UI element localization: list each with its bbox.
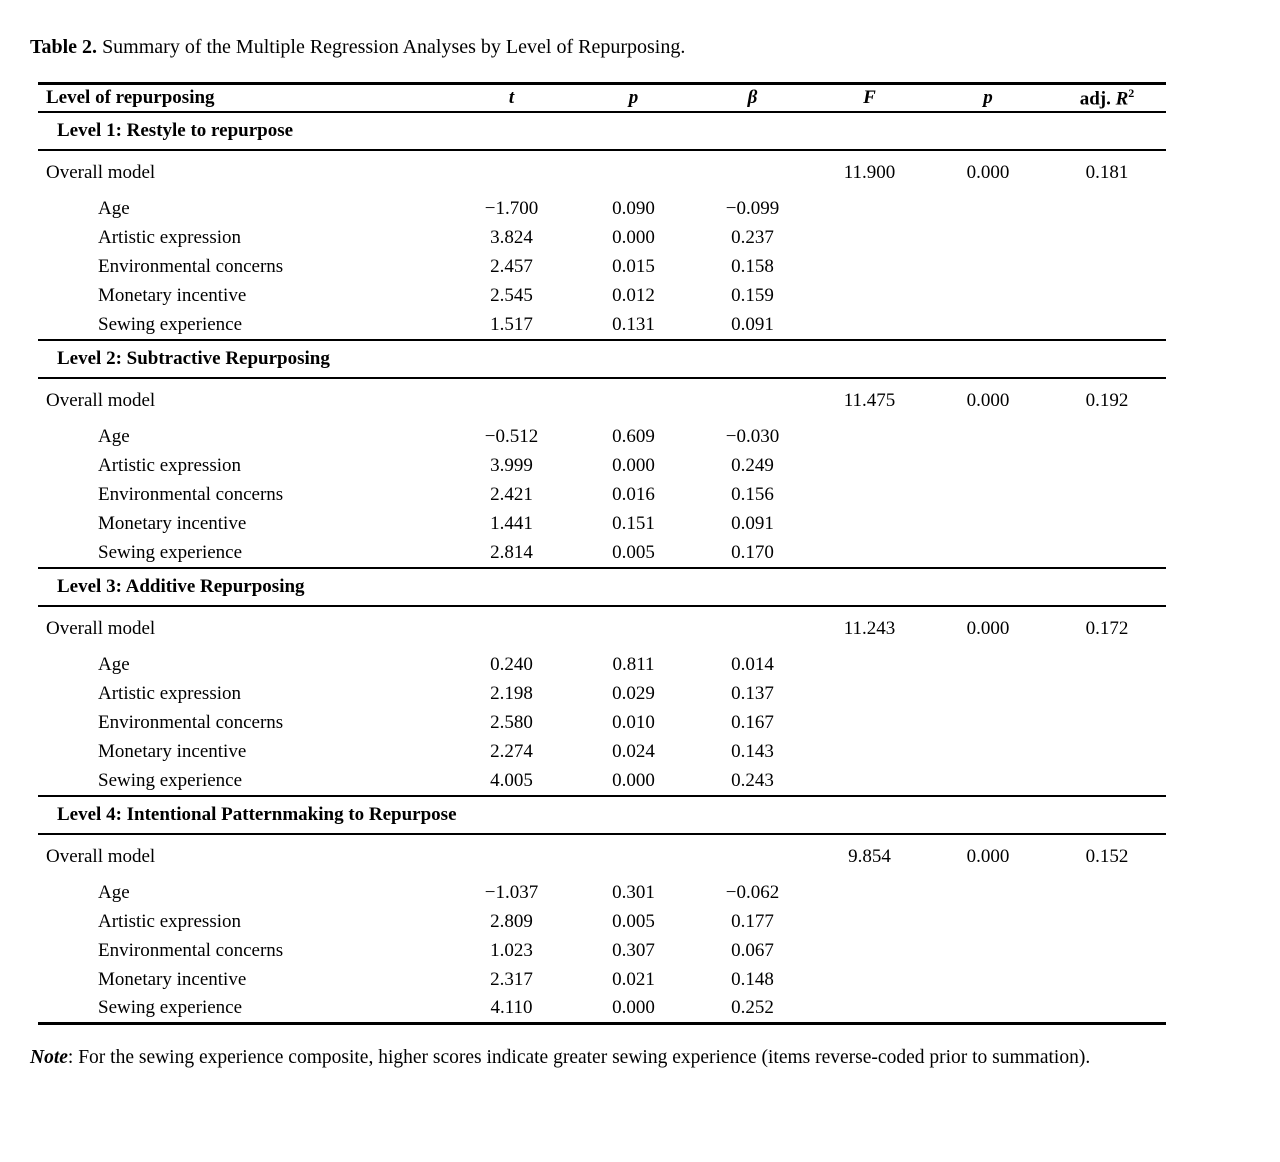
predictor-row — [38, 481, 1166, 510]
t-value: 3.824 — [490, 227, 533, 248]
predictor-label: Monetary incentive — [98, 741, 247, 762]
p-value: 0.301 — [612, 882, 655, 903]
p-value: 0.000 — [966, 845, 1010, 867]
beta-value: 0.158 — [731, 256, 774, 277]
col-header-level: Level of repurposing — [38, 84, 450, 112]
p-value: 0.021 — [612, 969, 655, 990]
table-caption — [30, 34, 1250, 60]
beta-value: 0.137 — [731, 683, 774, 704]
predictor-label: Environmental concerns — [98, 712, 284, 733]
note-label: Note — [30, 1047, 68, 1068]
beta-value: 0.177 — [731, 911, 774, 932]
row-label: Overall model — [46, 161, 156, 183]
predictor-label: Sewing experience — [38, 767, 450, 796]
table-caption-text: Summary of the Multiple Regression Analyses by Level of Repurposing. — [97, 36, 686, 58]
predictor-row — [38, 282, 1166, 311]
overall-model-row — [38, 606, 1166, 651]
predictor-row — [38, 510, 1166, 539]
predictor-label: Sewing experience — [38, 311, 450, 340]
predictor-row — [38, 253, 1166, 282]
t-value: 4.005 — [450, 767, 573, 796]
adj-r2-value: 0.192 — [1085, 389, 1129, 411]
p-value: 0.000 — [612, 227, 655, 248]
predictor-row — [38, 423, 1166, 452]
t-value: 1.023 — [490, 940, 533, 961]
beta-value: 0.252 — [731, 997, 774, 1019]
t-value: 3.999 — [490, 455, 533, 476]
t-value: 2.814 — [450, 539, 573, 568]
p-value: 0.024 — [612, 741, 655, 762]
predictor-label: Age — [98, 198, 130, 219]
col-header-p2: p — [928, 84, 1048, 112]
t-value: 2.317 — [490, 969, 533, 990]
predictor-label: Artistic expression — [98, 683, 242, 704]
table-note — [30, 1039, 1248, 1077]
t-value: 2.421 — [490, 484, 533, 505]
predictor-row — [38, 966, 1166, 995]
t-value: 1.441 — [490, 513, 533, 534]
predictor-label: Monetary incentive — [98, 285, 247, 306]
t-value: −0.512 — [484, 426, 539, 447]
p-value: 0.609 — [612, 426, 655, 447]
beta-value: 0.243 — [694, 767, 811, 796]
beta-value: 0.156 — [731, 484, 774, 505]
adj-r2-value: 0.152 — [1085, 845, 1129, 867]
section-title: Level 1: Restyle to repurpose — [38, 112, 1166, 150]
predictor-row — [38, 195, 1166, 224]
p-value: 0.005 — [573, 539, 694, 568]
p-value: 0.131 — [573, 311, 694, 340]
beta-value: 0.170 — [694, 539, 811, 568]
predictor-label: Artistic expression — [98, 227, 242, 248]
beta-value: 0.148 — [731, 969, 774, 990]
beta-value: 0.167 — [731, 712, 774, 733]
f-value: 9.854 — [848, 845, 891, 867]
predictor-label: Age — [98, 882, 130, 903]
predictor-label: Age — [98, 654, 130, 675]
predictor-row — [38, 651, 1166, 680]
col-header-p: p — [573, 84, 694, 112]
predictor-row — [38, 879, 1166, 908]
f-value: 11.475 — [843, 389, 896, 411]
t-value: 2.545 — [490, 285, 533, 306]
section-title: Level 2: Subtractive Repurposing — [38, 340, 1166, 378]
table-caption-number: Table 2. — [30, 36, 98, 58]
t-value: 2.457 — [490, 256, 533, 277]
predictor-label: Age — [98, 426, 130, 447]
predictor-label: Sewing experience — [38, 539, 450, 568]
predictor-label: Sewing experience — [98, 997, 243, 1019]
section-title: Level 3: Additive Repurposing — [38, 568, 1166, 606]
section-header-row — [38, 568, 1166, 606]
t-value: 2.198 — [490, 683, 533, 704]
f-value: 11.243 — [843, 617, 896, 639]
predictor-row — [38, 937, 1166, 966]
t-value: −1.037 — [484, 882, 539, 903]
adj-prefix: adj. — [1079, 87, 1116, 109]
f-value: 11.900 — [843, 161, 896, 183]
col-header-t: t — [450, 84, 573, 112]
note-text: : For the sewing experience composite, higher scores indicate greater sewing experience (items reverse-coded prior to summation). — [67, 1047, 1091, 1068]
p-value: 0.010 — [612, 712, 655, 733]
overall-model-row — [38, 378, 1166, 423]
p-value: 0.307 — [612, 940, 655, 961]
r-superscript: 2 — [1128, 85, 1135, 100]
beta-value: −0.030 — [725, 426, 780, 447]
row-label: Overall model — [46, 617, 156, 639]
t-value: 4.110 — [490, 997, 533, 1019]
t-value: 2.274 — [490, 741, 533, 762]
predictor-row — [38, 680, 1166, 709]
col-header-adj-r2 — [1048, 84, 1166, 112]
col-header-f: F — [811, 84, 928, 112]
predictor-row — [38, 452, 1166, 481]
p-value: 0.000 — [612, 997, 655, 1019]
column-header-row — [38, 84, 1166, 112]
predictor-label: Environmental concerns — [98, 484, 284, 505]
beta-value: 0.067 — [731, 940, 774, 961]
predictor-label: Monetary incentive — [98, 969, 247, 990]
predictor-row — [38, 539, 1166, 568]
predictor-label: Artistic expression — [98, 911, 242, 932]
beta-value: 0.143 — [731, 741, 774, 762]
p-value: 0.000 — [966, 617, 1010, 639]
section-header-row — [38, 112, 1166, 150]
p-value: 0.000 — [573, 767, 694, 796]
r-symbol: R — [1115, 87, 1129, 109]
section-title: Level 4: Intentional Patternmaking to Repurpose — [38, 796, 1166, 834]
predictor-label: Environmental concerns — [98, 256, 284, 277]
beta-value: −0.062 — [725, 882, 780, 903]
beta-value: 0.091 — [694, 311, 811, 340]
predictor-label: Artistic expression — [98, 455, 242, 476]
t-value: 1.517 — [450, 311, 573, 340]
p-value: 0.015 — [612, 256, 655, 277]
t-value: 2.809 — [490, 911, 533, 932]
predictor-row — [38, 738, 1166, 767]
beta-value: 0.091 — [731, 513, 774, 534]
row-label: Overall model — [46, 389, 156, 411]
predictor-row — [38, 311, 1166, 340]
t-value: −1.700 — [484, 198, 539, 219]
beta-value: −0.099 — [725, 198, 780, 219]
beta-value: 0.159 — [731, 285, 774, 306]
p-value: 0.000 — [966, 161, 1010, 183]
section-header-row — [38, 796, 1166, 834]
adj-r2-value: 0.181 — [1085, 161, 1129, 183]
regression-table — [38, 82, 1166, 1025]
predictor-label: Monetary incentive — [98, 513, 247, 534]
predictor-row — [38, 767, 1166, 796]
predictor-row — [38, 908, 1166, 937]
beta-value: 0.249 — [731, 455, 774, 476]
section-header-row — [38, 340, 1166, 378]
predictor-row — [38, 709, 1166, 738]
t-value: 2.580 — [490, 712, 533, 733]
col-header-beta: β — [694, 84, 811, 112]
predictor-row — [38, 995, 1166, 1024]
row-label: Overall model — [46, 845, 156, 867]
p-value: 0.090 — [612, 198, 655, 219]
p-value: 0.005 — [612, 911, 655, 932]
predictor-row — [38, 224, 1166, 253]
overall-model-row — [38, 834, 1166, 879]
p-value: 0.016 — [612, 484, 655, 505]
overall-model-row — [38, 150, 1166, 195]
beta-value: 0.014 — [731, 654, 774, 675]
beta-value: 0.237 — [731, 227, 774, 248]
p-value: 0.000 — [966, 389, 1010, 411]
p-value: 0.029 — [612, 683, 655, 704]
t-value: 0.240 — [490, 654, 533, 675]
adj-r2-value: 0.172 — [1085, 617, 1129, 639]
p-value: 0.151 — [612, 513, 655, 534]
p-value: 0.811 — [612, 654, 655, 675]
predictor-label: Environmental concerns — [98, 940, 284, 961]
p-value: 0.012 — [612, 285, 655, 306]
p-value: 0.000 — [612, 455, 655, 476]
